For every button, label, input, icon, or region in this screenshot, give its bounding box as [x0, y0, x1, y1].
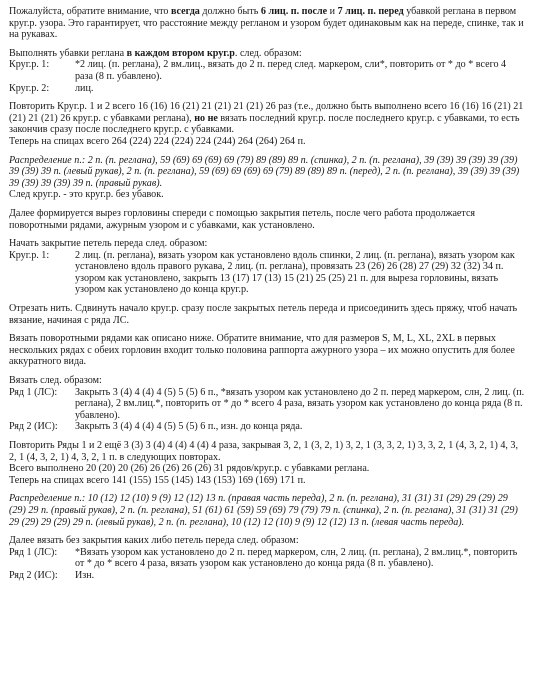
rows-heading: Вязать след. образом:: [9, 375, 102, 387]
raglan-heading-bold: в каждом втором круг.р: [126, 47, 235, 59]
distribution-2: Распределение п.: 10 (12) 12 (10) 9 (9) 12 (12) 13 п. (правая часть переда), 2 п. (п. реглана), 31 (31) 31 (29) 29 (29) 29 (29) 29 п. (правый рукав), 2 п. (п. реглана), 51 (61) 61 (59) 59 (69) 79 (79) 79 п. (спинка), 2 п. (п. реглана), 31 (31) 31 (29) 29 (29) 29 (29) 29 п. (левый рукав), 2 п. (п. реглана), 10 (12) 12 (10) 9 (9) 12 (12) 13 п. (левая часть переда).: [9, 493, 518, 528]
round-text: лиц.: [75, 82, 94, 94]
repeat-rows-text: Повторить Ряды 1 и 2 ещё 3 (3) 3 (4) 4 (4) 4 (4) 4 раза, закрывая 3, 2, 1 (3, 2, 1) 3, 2, 1 (3, 3, 2, 1) 3, 3, 2, 1 (4, 3, 2, 1) 4, 3, 2, 1 (4, 3, 2, 1) 4, 3, 2, 1 п. в следующих повторах.: [9, 440, 518, 463]
row-text: Закрыть 3 (4) 4 (4) 4 (5) 5 (5) 6 п., изн. до конца ряда.: [75, 421, 303, 433]
row-text: *Вязать узором как установлено до 2 п. перед маркером, слн, 2 лиц. (п. реглана), 2 вм.лиц.*, повторить от * до * всего 4 раза, вязать узором как установлено до конца ряда (8 п. убавлено).: [75, 546, 518, 570]
intro-text-3: и: [327, 6, 338, 17]
row-1-rs: [9, 547, 525, 570]
repeat-paragraph: [9, 101, 525, 147]
intro-text-2: должно быть: [199, 6, 261, 17]
round-text: *2 лиц. (п. реглана), 2 вм.лиц., вязать до 2 п. перед след. маркером, сли*, повторить от * до * всего 4 раза (8 п. убавлено).: [75, 59, 507, 82]
raglan-heading-text: Выполнять убавки реглана: [9, 47, 127, 59]
repeat-rows-paragraph: [9, 440, 525, 486]
stitch-total: Теперь на спицах всего 264 (224) 224 (224) 224 (244) 264 (264) 264 п.: [9, 135, 306, 147]
raglan-round-1: [9, 59, 525, 82]
row-1-rs: [9, 387, 525, 422]
next-round-note: След круг.р. - это круг.р. без убавок.: [9, 189, 164, 201]
rows-heading: Далее вязать без закрытия каких либо петель переда след. образом:: [9, 535, 299, 547]
repeat-text-1: Повторить Круг.р. 1 и 2 всего 16 (16) 16 (21) 21 (21) 21 (21) 26 раз (т.е., должно быть выполнено всего 16 (16) 16 (21) 21 (21) 21 (21) 26 круг.р. с убавками реглана),: [9, 101, 524, 124]
cut-yarn-paragraph: Отрезать нить. Сдвинуть начало круг.р. сразу после закрытых петель переда и присоединить здесь пряжу, чтоб начать вязание, начиная с ряда ЛС.: [9, 303, 518, 326]
turning-rows-paragraph: Вязать поворотными рядами как описано ниже. Обратите внимание, что для размеров S, M, L, XL, 2XL в первых нескольких рядах с обеих горловин входит только половина раппорта ажурного узора – их можно опустить для более аккуратного вида.: [9, 333, 515, 368]
repeat-bold: но не: [194, 112, 218, 124]
raglan-round-2: [9, 83, 525, 95]
intro-bold-1: всегда: [170, 6, 200, 17]
intro-text-4: убавкой реглана в первом круг.р. узора. Это гарантирует, что расстояние между регланом и узором будет одинаковым как на переде, спинке, так и на рукавах.: [9, 6, 524, 41]
repeat-text-2: вязать последний круг.р. после последнего круг.р. с убавками, то есть закончив сразу после последнего круг.р. с убавками.: [9, 112, 520, 136]
row-label: Ряд 1 (ЛС):: [9, 546, 58, 558]
distribution-1: [9, 155, 525, 201]
raglan-section: [9, 48, 525, 94]
row-2-ws: [9, 570, 525, 582]
raglan-heading: [9, 48, 525, 60]
row-text: Закрыть 3 (4) 4 (4) 4 (5) 5 (5) 6 п., *вязать узором как установлено до 2 п. перед маркером, слн, 2 лиц. (п. реглана), 2 вм.лиц.*, повторить от * до * всего 4 раза, вязать узором как установлено до конца ряда (8 п. убавлено).: [75, 386, 525, 421]
neckline-intro: Далее формируется вырез горловины спереди с помощью закрытия петель, после чего работа продолжается поворотными рядами, ажурным узором и с убавками, как установлено.: [9, 207, 476, 231]
stitch-total-2: Теперь на спицах всего 141 (155) 155 (145) 143 (153) 169 (169) 171 п.: [9, 474, 306, 486]
round-text: 2 лиц. (п. реглана), вязать узором как установлено вдоль спинки, 2 лиц. (п. реглана), вязать узором как установлено вдоль правого рукава, 2 лиц. (п. реглана), провязать 23 (26) 26 (28) 27 (29) 32 (32) 34 п. узором как установлено, закрыть 13 (17) 17 (13) 15 (21) 25 (25) 21 п. для выреза горловины, вязать узором как установлено до конца круг.р.: [75, 249, 515, 296]
round-label: Круг.р. 1:: [9, 249, 50, 261]
raglan-heading-tail: . след. образом:: [234, 47, 302, 59]
round-label: Круг.р. 2:: [9, 82, 50, 94]
rows-done-text: Всего выполнено 20 (20) 20 (26) 26 (26) 26 (26) 31 рядов/круг.р. с убавками реглана.: [9, 463, 370, 475]
row-2-ws: [9, 421, 525, 433]
intro-bold-3: 7 лиц. п. перед: [337, 6, 404, 17]
distribution-text: Распределение п.: 2 п. (п. реглана), 59 (69) 69 (69) 69 (79) 89 (89) 89 п. (спинка), 2 п. (п. реглана), 39 (39) 39 (39) 39 (39) 39 (39) 39 п. (левый рукав), 2 п. (п. реглана), 59 (69) 69 (69) 69 (79) 89 (89) 89 п. (перед), 2 п. (п. реглана), 39 (39) 39 (39) 39 (39) 39 (39) 39 п. (правый рукав).: [9, 154, 520, 189]
rows-section-1: [9, 375, 525, 433]
closing-heading: Начать закрытие петель переда след. образом:: [9, 238, 208, 250]
row-label: Ряд 1 (ЛС):: [9, 386, 58, 398]
round-label: Круг.р. 1:: [9, 59, 50, 71]
row-label: Ряд 2 (ИС):: [9, 421, 58, 433]
row-text: Изн.: [75, 569, 95, 581]
row-label: Ряд 2 (ИС):: [9, 569, 58, 581]
closing-section: [9, 238, 525, 296]
intro-paragraph: [9, 6, 525, 41]
rows-section-2: [9, 535, 525, 581]
intro-text-1: Пожалуйста, обратите внимание, что: [9, 6, 171, 17]
closing-round-1: [9, 250, 525, 296]
intro-bold-2: 6 лиц. п. после: [260, 6, 328, 17]
